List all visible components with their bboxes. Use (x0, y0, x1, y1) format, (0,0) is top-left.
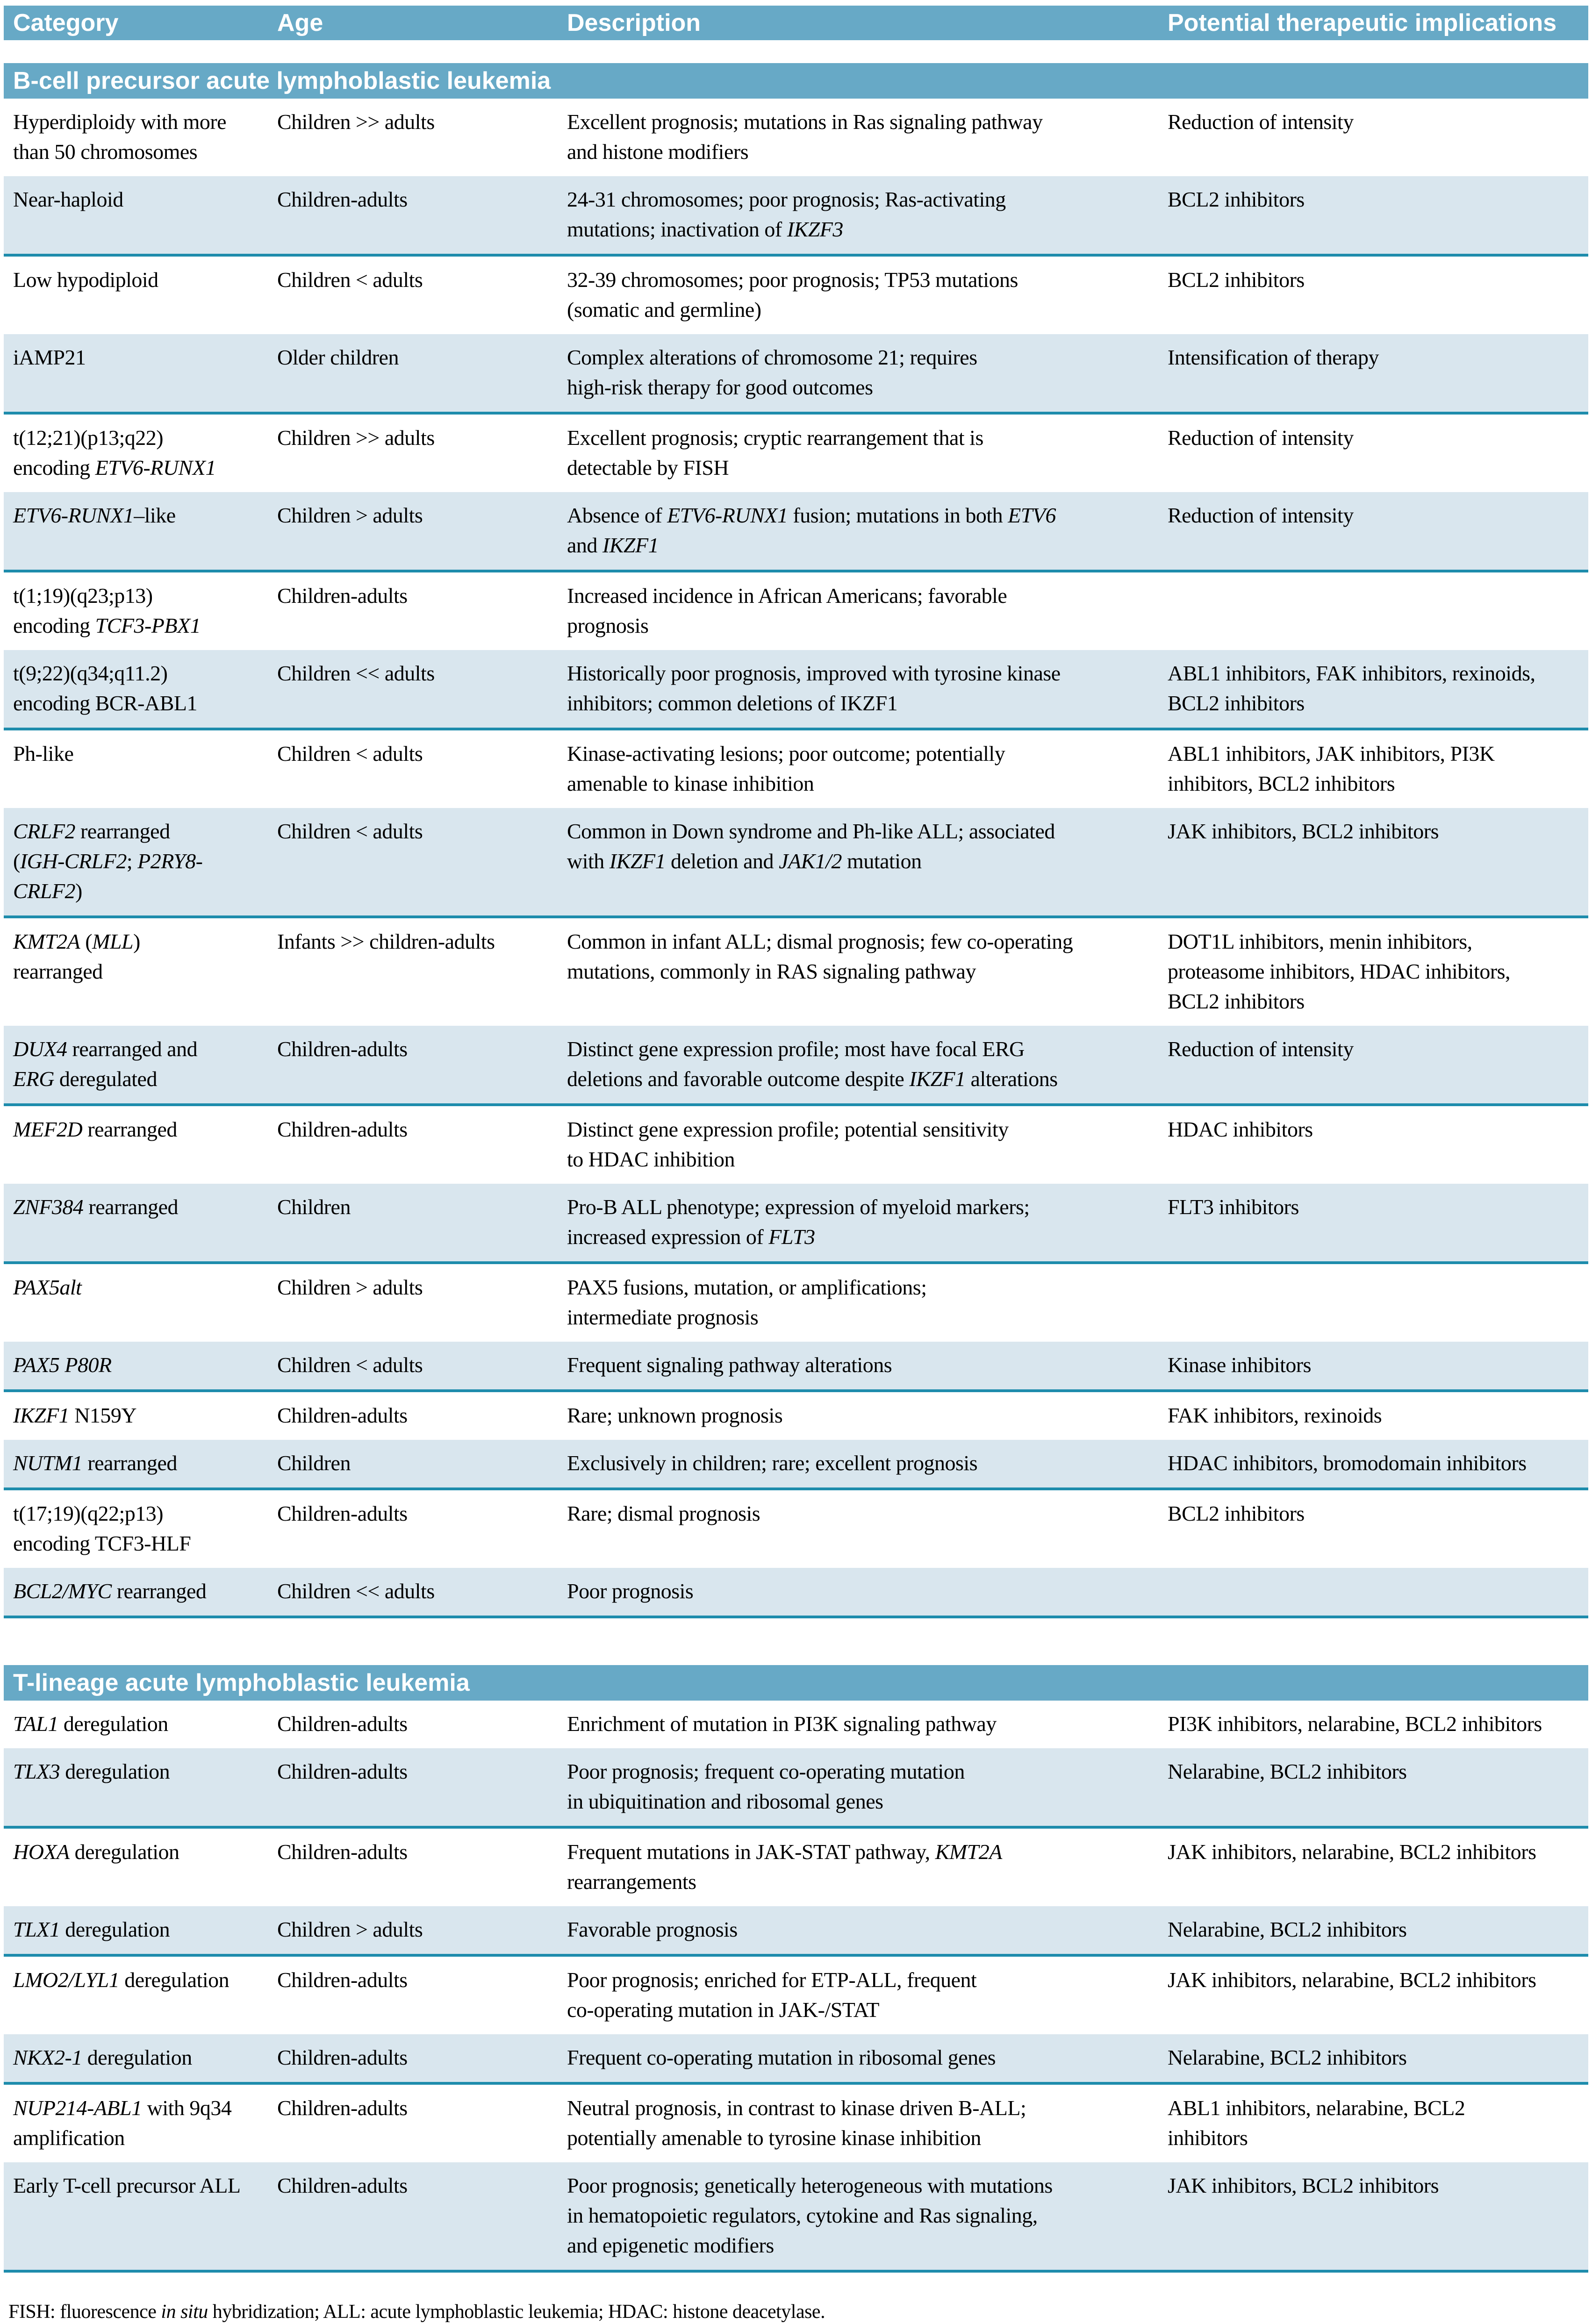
table-row (4, 1391, 1588, 1440)
category-cell: IKZF1 N159Y (13, 1403, 137, 1427)
age-cell: Children >> adults (277, 110, 435, 134)
category-cell: TLX3 deregulation (4, 1748, 277, 1827)
description-cell: Complex alterations of chromosome 21; requires high-risk therapy for good outcomes (567, 334, 1168, 413)
age-cell: Children < adults (277, 1342, 567, 1391)
section-gap (4, 1617, 1588, 1665)
table-row (4, 917, 1588, 1026)
category-cell: MEF2D rearranged (13, 1117, 177, 1141)
table-row (4, 1489, 1588, 1568)
category-cell: ETV6-RUNX1–like (4, 492, 277, 571)
description-cell: Absence of ETV6-RUNX1 fusion; mutations in both ETV6 and IKZF1 (567, 492, 1168, 571)
implications-cell: Reduction of intensity (1168, 1026, 1588, 1105)
category-cell: t(9;22)(q34;q11.2) encoding BCR-ABL1 (4, 650, 277, 729)
category-cell: t(17;19)(q22;p13) encoding TCF3-HLF (13, 1502, 191, 1555)
category-cell: Near-haploid (4, 176, 277, 255)
category-cell: NKX2-1 deregulation (4, 2034, 277, 2083)
category-cell: NUTM1 rearranged (4, 1440, 277, 1489)
description-cell: Common in Down syndrome and Ph-like ALL; associated with IKZF1 deletion and JAK1/2 mutation (567, 808, 1168, 917)
implications-cell (1168, 1263, 1588, 1342)
category-cell: NUP214-ABL1 with 9q34 amplification (13, 2096, 232, 2150)
implications-cell: Reduction of intensity (1168, 426, 1354, 450)
implications-cell: BCL2 inhibitors (1168, 176, 1588, 255)
table-row (4, 1955, 1588, 2034)
implications-cell: FAK inhibitors, rexinoids (1168, 1403, 1382, 1427)
age-cell: Children-adults (277, 1026, 567, 1105)
description-cell: 32-39 chromosomes; poor prognosis; TP53 mutations (somatic and germline) (567, 268, 1018, 322)
table-row (4, 99, 1588, 176)
implications-cell: ABL1 inhibitors, FAK inhibitors, rexinoids, BCL2 inhibitors (1168, 650, 1588, 729)
implications-cell: BCL2 inhibitors (1168, 1502, 1305, 1525)
table-row (4, 492, 1588, 571)
table-row (4, 413, 1588, 492)
table-row (4, 1568, 1588, 1617)
age-cell: Children >> adults (277, 426, 435, 450)
description-cell: Pro-B ALL phenotype; expression of myeloid markers; increased expression of FLT3 (567, 1184, 1168, 1263)
table-row (4, 1906, 1588, 1955)
category-cell: KMT2A (MLL) rearranged (13, 930, 140, 983)
age-cell: Children-adults (277, 1840, 408, 1864)
table-row (4, 571, 1588, 650)
implications-cell: JAK inhibitors, nelarabine, BCL2 inhibitors (1168, 1840, 1536, 1864)
table-row (4, 1701, 1588, 1748)
section-header: T-lineage acute lymphoblastic leukemia (4, 1665, 1588, 1701)
implications-cell: HDAC inhibitors, bromodomain inhibitors (1168, 1440, 1588, 1489)
implications-cell: PI3K inhibitors, nelarabine, BCL2 inhibitors (1168, 1712, 1542, 1736)
table-row (4, 650, 1588, 729)
category-cell: Ph-like (13, 742, 74, 765)
age-cell: Children > adults (277, 1275, 423, 1299)
description-cell: Common in infant ALL; dismal prognosis; few co-operating mutations, commonly in RAS signaling pathway (567, 930, 1073, 983)
age-cell: Children-adults (277, 1403, 408, 1427)
implications-cell: HDAC inhibitors (1168, 1117, 1313, 1141)
implications-cell: Intensification of therapy (1168, 334, 1588, 413)
table-row (4, 1105, 1588, 1184)
category-cell: Early T-cell precursor ALL (4, 2162, 277, 2271)
age-cell: Children < adults (277, 268, 423, 292)
description-cell: Neutral prognosis, in contrast to kinase driven B-ALL; potentially amenable to tyrosine kinase inhibition (567, 2096, 1026, 2150)
age-cell: Children-adults (277, 2162, 567, 2271)
age-cell: Children << adults (277, 650, 567, 729)
table-row (4, 255, 1588, 334)
category-cell: Hyperdiploidy with more than 50 chromosomes (13, 110, 227, 164)
description-cell: Poor prognosis; genetically heterogeneous with mutations in hematopoietic regulators, cytokine and Ras signaling, and epigenetic modifiers (567, 2162, 1168, 2271)
description-cell: Frequent co-operating mutation in ribosomal genes (567, 2034, 1168, 2083)
implications-cell: FLT3 inhibitors (1168, 1184, 1588, 1263)
table-row (4, 2083, 1588, 2162)
column-header-implications: Potential therapeutic implications (1168, 6, 1588, 40)
table-body (4, 40, 1588, 2271)
age-cell: Children < adults (277, 808, 567, 917)
age-cell: Children-adults (277, 1968, 408, 1992)
implications-cell: Nelarabine, BCL2 inhibitors (1168, 1748, 1588, 1827)
description-cell: Exclusively in children; rare; excellent prognosis (567, 1440, 1168, 1489)
table-row (4, 1827, 1588, 1906)
category-cell: t(1;19)(q23;p13) encoding TCF3-PBX1 (13, 584, 201, 637)
table-row (4, 334, 1588, 413)
section-header: B-cell precursor acute lymphoblastic leukemia (4, 63, 1588, 99)
description-cell: Excellent prognosis; mutations in Ras signaling pathway and histone modifiers (567, 110, 1043, 164)
age-cell: Children (277, 1184, 567, 1263)
implications-cell: JAK inhibitors, nelarabine, BCL2 inhibitors (1168, 1968, 1536, 1992)
description-cell: Favorable prognosis (567, 1906, 1168, 1955)
category-cell: PAX5 P80R (4, 1342, 277, 1391)
table-row (4, 2162, 1588, 2271)
table-row (4, 1026, 1588, 1105)
implications-cell: ABL1 inhibitors, JAK inhibitors, PI3K inhibitors, BCL2 inhibitors (1168, 742, 1495, 795)
description-cell: Poor prognosis (567, 1568, 1168, 1617)
description-cell: Increased incidence in African Americans; favorable prognosis (567, 584, 1007, 637)
category-cell: DUX4 rearranged and ERG deregulated (4, 1026, 277, 1105)
table-row (4, 1440, 1588, 1489)
description-cell: Frequent signaling pathway alterations (567, 1342, 1168, 1391)
implications-cell: DOT1L inhibitors, menin inhibitors, proteasome inhibitors, HDAC inhibitors, BCL2 inhibitors (1168, 930, 1511, 1013)
column-header-age: Age (277, 6, 567, 40)
column-header-category: Category (4, 6, 277, 40)
table-row (4, 808, 1588, 917)
table-row (4, 729, 1588, 808)
header-gap (4, 40, 1588, 63)
age-cell: Children-adults (277, 1712, 408, 1736)
age-cell: Children-adults (277, 1502, 408, 1525)
category-cell: ZNF384 rearranged (4, 1184, 277, 1263)
category-cell: PAX5alt (13, 1275, 82, 1299)
age-cell: Children-adults (277, 176, 567, 255)
column-header-row (4, 6, 1588, 40)
age-cell: Children-adults (277, 1748, 567, 1827)
table-row (4, 1184, 1588, 1263)
section-header-row (4, 1665, 1588, 1701)
implications-cell: Reduction of intensity (1168, 110, 1354, 134)
section-header-row (4, 63, 1588, 99)
category-cell: Low hypodiploid (13, 268, 158, 292)
category-cell: CRLF2 rearranged (IGH-CRLF2; P2RY8- CRLF2) (4, 808, 277, 917)
age-cell: Children-adults (277, 584, 408, 608)
category-cell: TLX1 deregulation (4, 1906, 277, 1955)
age-cell: Children << adults (277, 1568, 567, 1617)
table-row (4, 176, 1588, 255)
implications-cell: JAK inhibitors, BCL2 inhibitors (1168, 2162, 1588, 2271)
implications-cell: BCL2 inhibitors (1168, 268, 1305, 292)
description-cell: Rare; dismal prognosis (567, 1502, 760, 1525)
description-cell: Historically poor prognosis, improved with tyrosine kinase inhibitors; common deletions of IKZF1 (567, 650, 1168, 729)
description-cell: Rare; unknown prognosis (567, 1403, 783, 1427)
age-cell: Older children (277, 334, 567, 413)
age-cell: Children-adults (277, 2096, 408, 2120)
category-cell: BCL2/MYC rearranged (4, 1568, 277, 1617)
description-cell: Frequent mutations in JAK-STAT pathway, KMT2A rearrangements (567, 1840, 1002, 1894)
implications-cell: ABL1 inhibitors, nelarabine, BCL2 inhibitors (1168, 2096, 1465, 2150)
description-cell: Poor prognosis; enriched for ETP-ALL, frequent co-operating mutation in JAK-/STAT (567, 1968, 977, 2022)
category-cell: iAMP21 (4, 334, 277, 413)
age-cell: Children < adults (277, 742, 423, 765)
implications-cell (1168, 571, 1588, 650)
table-row (4, 1263, 1588, 1342)
description-cell: PAX5 fusions, mutation, or amplifications; intermediate prognosis (567, 1275, 927, 1329)
table-row (4, 1342, 1588, 1391)
age-cell: Children (277, 1440, 567, 1489)
table-row (4, 1748, 1588, 1827)
implications-cell: JAK inhibitors, BCL2 inhibitors (1168, 808, 1588, 917)
leukemia-subtypes-table (4, 6, 1588, 2273)
age-cell: Children > adults (277, 492, 567, 571)
implications-cell: Nelarabine, BCL2 inhibitors (1168, 2034, 1588, 2083)
description-cell: Poor prognosis; frequent co-operating mutation in ubiquitination and ribosomal genes (567, 1748, 1168, 1827)
description-cell: Kinase-activating lesions; poor outcome; potentially amenable to kinase inhibition (567, 742, 1005, 795)
age-cell: Infants >> children-adults (277, 930, 495, 953)
implications-cell: Reduction of intensity (1168, 492, 1588, 571)
description-cell: Distinct gene expression profile; most have focal ERG deletions and favorable outcome despite IKZF1 alterations (567, 1026, 1168, 1105)
table-footnote: FISH: fluorescence in situ hybridization; ALL: acute lymphoblastic leukemia; HDAC: histone deacetylase. (8, 2301, 825, 2323)
paper-table-page (0, 6, 1592, 2323)
description-cell: Enrichment of mutation in PI3K signaling pathway (567, 1712, 997, 1736)
age-cell: Children > adults (277, 1906, 567, 1955)
category-cell: LMO2/LYL1 deregulation (13, 1968, 229, 1992)
age-cell: Children-adults (277, 2034, 567, 2083)
column-header-description: Description (567, 6, 1168, 40)
category-cell: HOXA deregulation (13, 1840, 179, 1864)
table-row (4, 2034, 1588, 2083)
implications-cell (1168, 1568, 1588, 1617)
category-cell: t(12;21)(p13;q22) encoding ETV6-RUNX1 (13, 426, 216, 479)
implications-cell: Nelarabine, BCL2 inhibitors (1168, 1906, 1588, 1955)
category-cell: TAL1 deregulation (13, 1712, 168, 1736)
description-cell: 24-31 chromosomes; poor prognosis; Ras-activating mutations; inactivation of IKZF3 (567, 176, 1168, 255)
description-cell: Distinct gene expression profile; potential sensitivity to HDAC inhibition (567, 1117, 1009, 1171)
table-head (4, 6, 1588, 40)
description-cell: Excellent prognosis; cryptic rearrangement that is detectable by FISH (567, 426, 983, 479)
age-cell: Children-adults (277, 1117, 408, 1141)
implications-cell: Kinase inhibitors (1168, 1342, 1588, 1391)
